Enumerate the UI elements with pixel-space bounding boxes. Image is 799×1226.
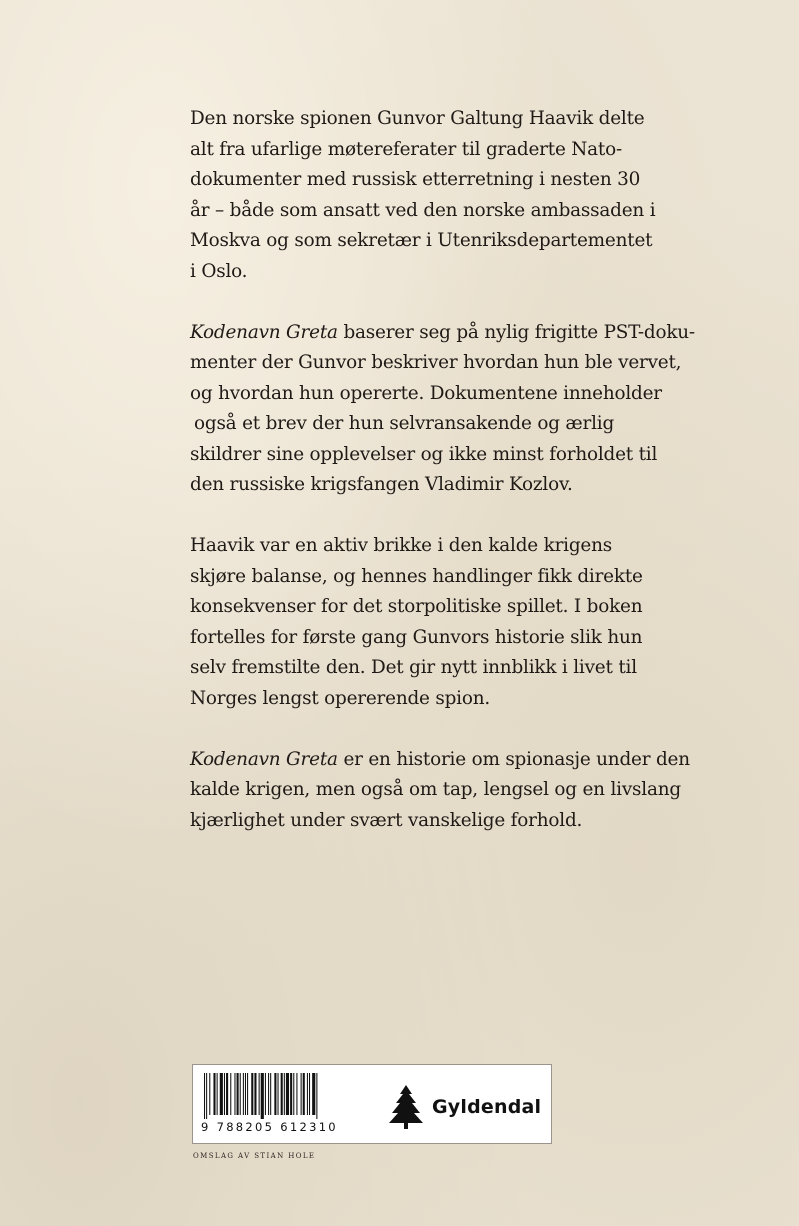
barcode-bar [268, 1073, 269, 1115]
barcode-bar [309, 1073, 310, 1115]
blurb-line: alt fra ufarlige møtereferater til graderte Nato- [190, 138, 623, 160]
barcode-bar [254, 1073, 256, 1115]
blurb-line [190, 745, 730, 776]
blurb-line: år – både som ansatt ved den norske ambassaden i [190, 199, 656, 221]
blurb-line: Norges lengst opererende spion. [190, 687, 491, 709]
barcode-bar [290, 1073, 292, 1115]
barcode-bar [270, 1073, 271, 1115]
barcode-bar [230, 1073, 231, 1115]
barcode-bar [213, 1073, 215, 1115]
blurb-paragraph-4 [190, 745, 730, 837]
blurb-line: dokumenter med russisk etterretning i nesten 30 [190, 169, 641, 190]
barcode-bar [265, 1073, 266, 1115]
barcode-bar [301, 1073, 302, 1115]
barcode-bar [284, 1073, 285, 1115]
back-cover-blurb [190, 104, 730, 867]
barcode-bar [286, 1073, 289, 1115]
blurb-paragraph-2 [190, 318, 730, 501]
blurb-line: selv fremstilte den. Det gir nytt innblikk i livet til [190, 657, 637, 678]
isbn-number: 9 788205 612310 [201, 1120, 338, 1134]
barcode-bar [224, 1073, 225, 1115]
cover-credit: OMSLAG AV STIAN HOLE [193, 1152, 316, 1160]
barcode-bar [237, 1073, 239, 1115]
barcode-bar [240, 1073, 241, 1115]
barcode-bar [209, 1073, 210, 1115]
barcode-bar [274, 1073, 276, 1115]
barcode-bar [296, 1073, 297, 1115]
barcode-bar [278, 1073, 279, 1115]
book-title: Kodenavn Greta [190, 321, 338, 343]
barcode-bar [251, 1073, 253, 1115]
barcode-bar [293, 1073, 294, 1115]
barcode-bar [247, 1073, 248, 1115]
blurb-line: også et brev der hun selvransakende og ærlig [194, 413, 615, 434]
blurb-line: skjøre balanse, og hennes handlinger fikk direkte [190, 565, 643, 587]
barcode-bar [245, 1073, 246, 1115]
isbn-barcode-panel [192, 1064, 552, 1144]
blurb-line: Den norske spionen Gunvor Galtung Haavik delte [190, 108, 645, 129]
blurb-paragraph-3 [190, 531, 730, 714]
barcode-bar [261, 1073, 264, 1119]
blurb-line: menter der Gunvor beskriver hvordan hun ble vervet, [190, 352, 682, 373]
blurb-line: kalde krigen, men også om tap, lengsel og en livslang [190, 779, 681, 800]
barcode-bar [217, 1073, 218, 1115]
barcode-bar [243, 1073, 244, 1115]
blurb-line: den russiske krigsfangen Vladimir Kozlov. [190, 474, 573, 495]
barcode-icon [202, 1073, 370, 1119]
blurb-line: og hvordan hun opererte. Dokumentene inneholder [190, 382, 662, 404]
barcode-bar [316, 1073, 317, 1119]
book-title: Kodenavn Greta [190, 748, 338, 770]
barcode-bar [307, 1073, 308, 1115]
blurb-paragraph-1 [190, 104, 730, 287]
barcode-bar [303, 1073, 305, 1115]
blurb-line: skildrer sine opplevelser og ikke minst forholdet til [190, 443, 658, 465]
blurb-line-text: baserer seg på nylig frigitte PST-doku- [337, 321, 695, 343]
blurb-line [190, 318, 730, 349]
blurb-line: Moskva og som sekretær i Utenriksdepartementet [190, 230, 653, 251]
blurb-line: fortelles for første gang Gunvors historie slik hun [190, 626, 643, 648]
blurb-line: konsekvenser for det storpolitiske spillet. I boken [190, 596, 643, 617]
blurb-line-text: er en historie om spionasje under den [337, 748, 690, 770]
barcode-bar [226, 1073, 228, 1115]
barcode-bar [220, 1073, 223, 1115]
barcode-bar [312, 1073, 315, 1115]
barcode-bar [234, 1073, 235, 1115]
blurb-line: Haavik var en aktiv brikke i den kalde krigens [190, 535, 612, 556]
publisher-name: Gyldendal [432, 1096, 542, 1118]
publisher-logo [389, 1085, 541, 1129]
blurb-line: i Oslo. [190, 260, 248, 282]
blurb-line: kjærlighet under svært vanskelige forhold. [190, 809, 583, 831]
barcode-bar [206, 1073, 207, 1119]
pine-tree-icon [389, 1085, 423, 1129]
barcode-bar [204, 1073, 205, 1119]
barcode-bar [259, 1073, 260, 1115]
barcode-bar [281, 1073, 283, 1115]
